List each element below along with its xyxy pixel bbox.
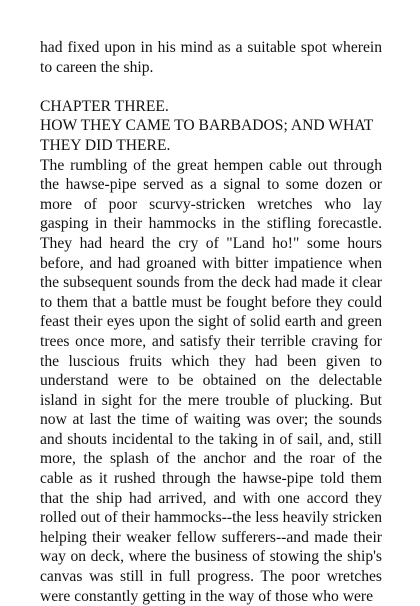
intro-paragraph: had fixed upon in his mind as a suitable spot wherein to careen the ship. [40, 39, 382, 76]
chapter-heading: CHAPTER THREE. [40, 97, 169, 115]
document-page [40, 38, 382, 606]
chapter-title: HOW THEY CAME TO BARBADOS; AND WHAT THEY DID THERE. [40, 117, 373, 154]
body-paragraph: The rumbling of the great hempen cable out through the hawse-pipe served as a signal to some dozen or more of poor scurvy-stricken wretches who lay gasping in their hammocks in the stifling forecastle. They had heard the cry of "Land ho!" some hours before, and had groaned with bitter impatience when the subsequent sounds from the deck had made it clear to them that a battle must be fought before they could feast their eyes upon the sight of solid earth and green trees once more, and satisfy their terrible craving for the luscious fruits which they had been given to understand were to be obtained on the delectable island in sight for the mere trouble of plucking. But now at last the time of waiting was over; the sounds and shouts incidental to the taking in of sail, and, still more, the splash of the anchor and the roar of the cable as it rushed through the hawse-pipe told them that the ship had arrived, and with one accord they rolled out of their hammocks--the less heavily stricken helping their weaker fellow sufferers--and made their way on deck, where the business of stowing the ship's canvas was still in full progress. The poor wretches were constantly getting in the way of those who were [40, 156, 382, 605]
paragraph-spacer [40, 77, 382, 97]
